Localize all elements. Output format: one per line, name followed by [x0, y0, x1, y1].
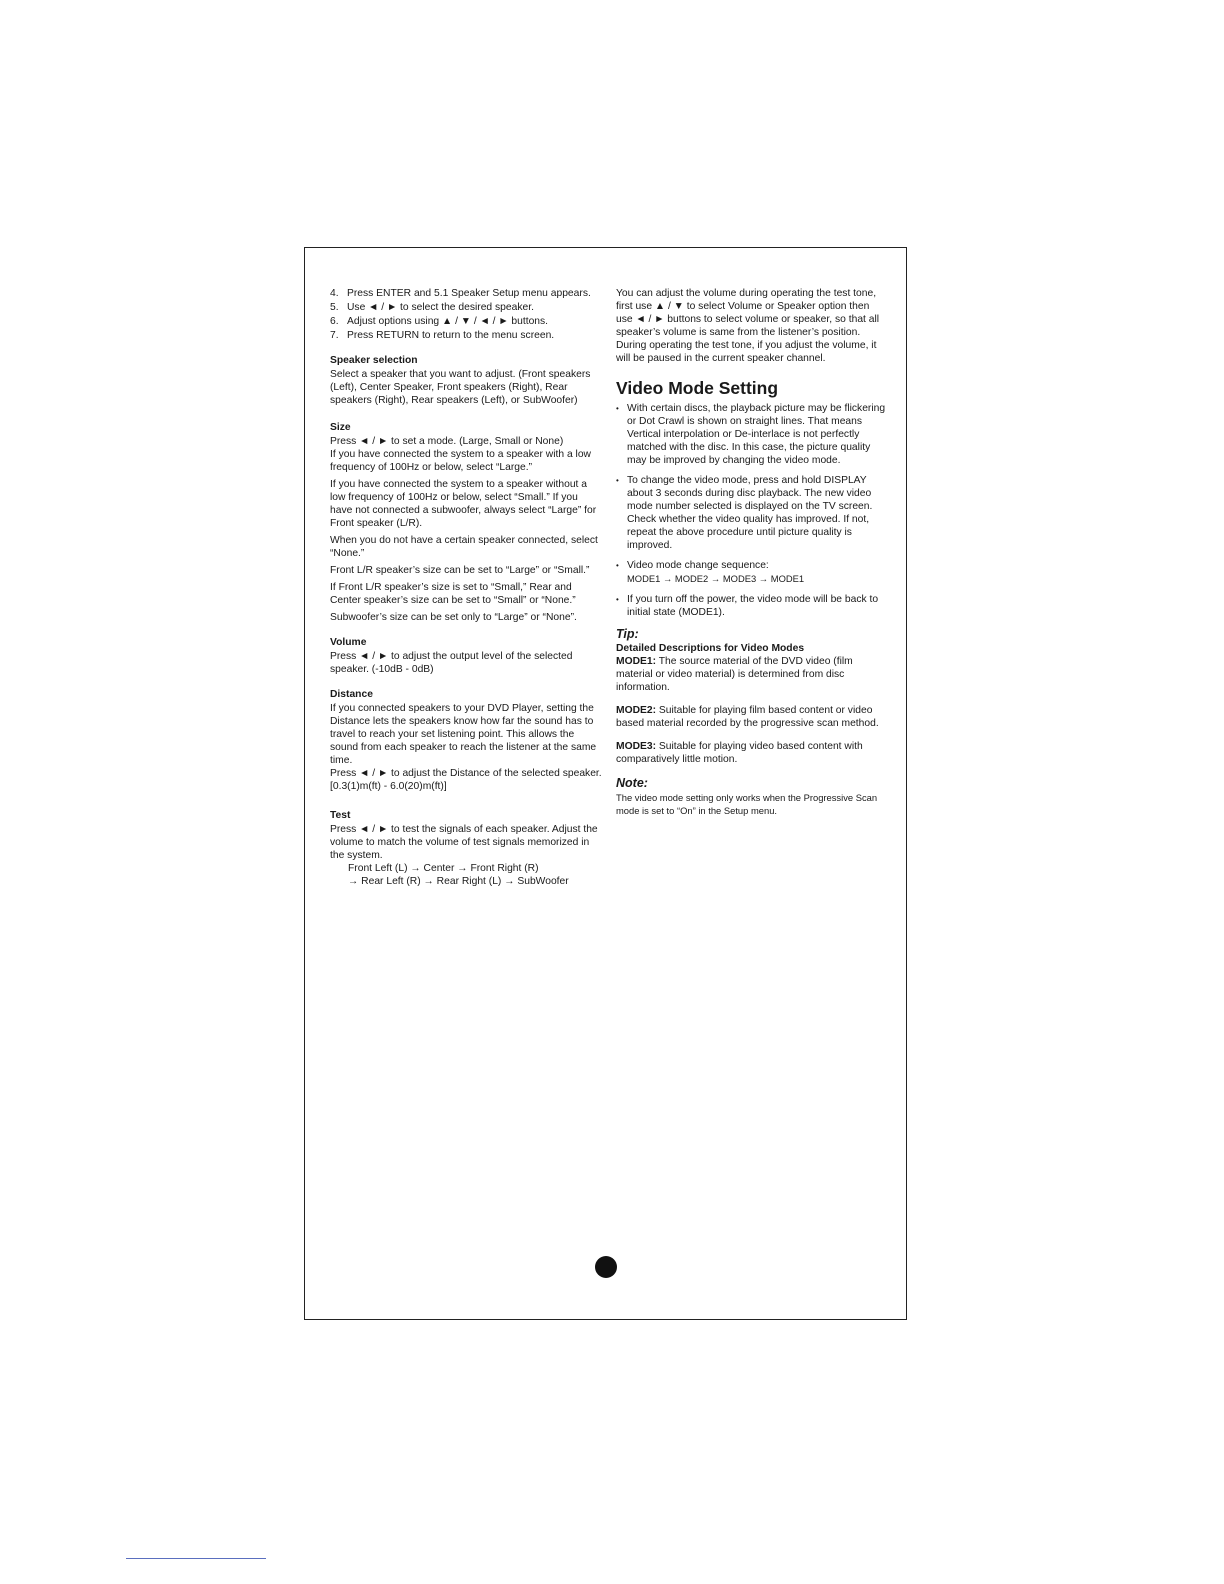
distance-heading: Distance — [330, 689, 373, 700]
test-sequence-line: → Rear Left (R) → Rear Right (L) → SubWoofer — [348, 876, 569, 887]
list-item: • To change the video mode, press and hold DISPLAY about 3 seconds during disc playback. The new video mode number selected is displayed on the TV screen. Check whether the video quality has improved. If not, repeat the above procedure until picture quality is improved. — [616, 474, 888, 552]
distance-text: If you connected speakers to your DVD Player, setting the Distance lets the speakers know how far the sound has to travel to reach your set listening point. This allows the sound from each speaker to reach the listener at the same time. — [330, 703, 597, 766]
size-paragraph: If you have connected the system to a speaker with a low frequency of 100Hz or below, select “Large.” — [330, 449, 591, 473]
mode1-description: MODE1: The source material of the DVD video (film material or video material) is determined from disc information. — [616, 656, 853, 693]
mode-sequence: MODE1 → MODE2 → MODE3 → MODE1 — [627, 573, 805, 584]
footer-rule — [126, 1558, 266, 1559]
speaker-selection-heading: Speaker selection — [330, 355, 418, 366]
list-item: 7. Press RETURN to return to the menu screen. — [330, 330, 555, 341]
speaker-selection-text: Select a speaker that you want to adjust. (Front speakers (Left), Center Speaker, Front speakers (Right), Rear speakers (Right), Rear speakers (Left), or SubWoofer) — [330, 369, 591, 406]
sequence-label: Video mode change sequence: — [627, 560, 769, 571]
page-number-dot — [595, 1256, 617, 1278]
size-paragraph: When you do not have a certain speaker connected, select “None.” — [330, 535, 598, 559]
list-item: • With certain discs, the playback picture may be flickering or Dot Crawl is shown on straight lines. That means Vertical interpolation or De-interlace is not perfectly matched with the disc. In this case, the picture quality may be improved by changing the video mode. — [616, 402, 888, 467]
setup-steps-list — [330, 287, 602, 342]
test-text: Press ◄ / ► to test the signals of each speaker. Adjust the volume to match the volume of test signals memorized in the system. — [330, 824, 598, 861]
list-item — [616, 559, 888, 586]
size-heading: Size — [330, 422, 351, 433]
test-tone-pause-text: During operating the test tone, if you adjust the volume, it will be paused in the current speaker channel. — [616, 340, 877, 364]
right-column — [616, 287, 888, 817]
distance-range: [0.3(1)m(ft) - 6.0(20)m(ft)] — [330, 781, 447, 792]
note-heading: Note: — [616, 776, 648, 790]
mode3-description: MODE3: Suitable for playing video based content with comparatively little motion. — [616, 741, 863, 765]
tip-subheading: Detailed Descriptions for Video Modes — [616, 643, 805, 654]
volume-text: Press ◄ / ► to adjust the output level of the selected speaker. (-10dB - 0dB) — [330, 651, 573, 675]
size-paragraph: Subwoofer’s size can be set only to “Large” or “None”. — [330, 612, 577, 623]
video-mode-heading: Video Mode Setting — [616, 378, 779, 398]
size-paragraph: If Front L/R speaker’s size is set to “Small,” Rear and Center speaker’s size can be set to “Small” or “None.” — [330, 582, 576, 606]
left-column — [330, 287, 602, 888]
test-heading: Test — [330, 810, 351, 821]
size-paragraph: Front L/R speaker’s size can be set to “Large” or “Small.” — [330, 565, 590, 576]
list-item: 4. Press ENTER and 5.1 Speaker Setup menu appears. — [330, 288, 591, 299]
size-paragraph: If you have connected the system to a speaker without a low frequency of 100Hz or below, select “Small.” If you have not connected a subwoofer, always select “Large” for Front speaker (L/R). — [330, 479, 597, 529]
tip-heading: Tip: — [616, 627, 639, 641]
video-mode-bullets — [616, 402, 888, 619]
mode2-description: MODE2: Suitable for playing film based content or video based material recorded by the progressive scan method. — [616, 705, 879, 729]
test-sequence-line: Front Left (L) → Center → Front Right (R) — [348, 863, 539, 874]
distance-press-text: Press ◄ / ► to adjust the Distance of the selected speaker. — [330, 768, 602, 779]
size-paragraph: Press ◄ / ► to set a mode. (Large, Small or None) — [330, 436, 564, 447]
note-text: The video mode setting only works when the Progressive Scan mode is set to “On” in the Setup menu. — [616, 792, 878, 816]
test-tone-volume-text: You can adjust the volume during operating the test tone, first use ▲ / ▼ to select Volume or Speaker option then use ◄ / ► buttons to select volume or speaker, so that all speaker’s volume is same from the listener’s position. — [616, 288, 880, 338]
list-item: 5. Use ◄ / ► to select the desired speaker. — [330, 302, 534, 313]
list-item: 6. Adjust options using ▲ / ▼ / ◄ / ► buttons. — [330, 316, 549, 327]
list-item: • If you turn off the power, the video mode will be back to initial state (MODE1). — [616, 593, 888, 619]
volume-heading: Volume — [330, 637, 367, 648]
